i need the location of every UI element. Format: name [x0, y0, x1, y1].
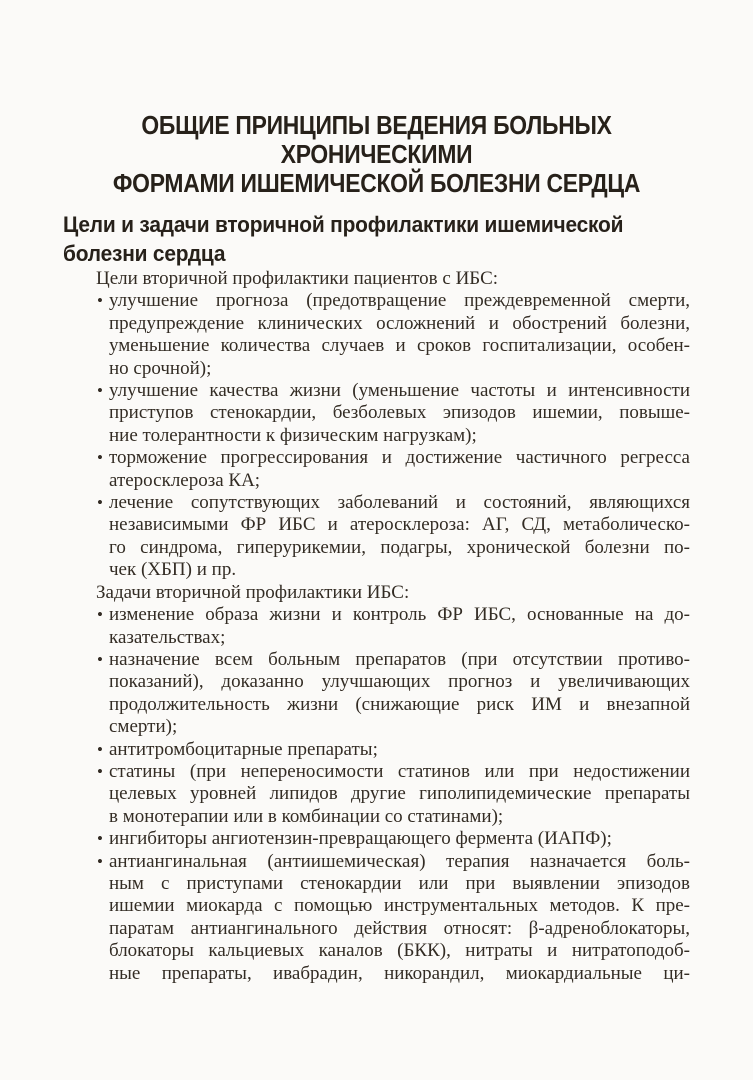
text-line: ишемии миокарда с помощью инструментальных методов. К пре-: [109, 895, 690, 917]
text-line: ингибиторы ангиотензин-превращающего фермента (ИАПФ);: [109, 828, 612, 850]
bullet-icon: •: [97, 739, 103, 759]
bullet-icon: •: [97, 381, 103, 401]
text-line: ние толерантности к физическим нагрузкам);: [109, 424, 477, 446]
text-line: целевых уровней липидов другие гиполипидемические препараты: [109, 783, 690, 805]
bullet-item: [63, 851, 690, 985]
text-line: улучшение прогноза (предотвращение преждевременной смерти,: [109, 290, 690, 312]
bullet-item: [63, 492, 690, 582]
text-line: приступов стенокардии, безболевых эпизодов ишемии, повыше-: [109, 402, 690, 424]
text-line: ным с приступами стенокардии или при выявлении эпизодов: [109, 872, 690, 894]
text-line: ные препараты, ивабрадин, никорандил, миокардиальные ци-: [109, 962, 690, 984]
bullet-icon: •: [97, 829, 103, 849]
bullet-icon: •: [97, 605, 103, 625]
text-line: продолжительность жизни (снижающие риск ИМ и внезапной: [109, 693, 690, 715]
text-line: атеросклероза КА;: [109, 469, 261, 491]
text-line: независимыми ФР ИБС и атеросклероза: АГ, СД, метаболическо-: [109, 514, 690, 536]
bullet-item: [63, 290, 690, 380]
text-line: паратам антиангинального действия относят: β-адреноблокаторы,: [109, 917, 690, 939]
bullet-item: [63, 761, 690, 828]
bullet-icon: •: [97, 649, 103, 669]
bullet-icon: •: [97, 851, 103, 871]
text-line: предупреждение клинических осложнений и обострений болезни,: [109, 312, 690, 334]
text-line: казательствах;: [109, 626, 226, 648]
text-line: антитромбоцитарные препараты;: [109, 738, 378, 760]
paragraph: [63, 268, 690, 290]
bullet-icon: •: [97, 291, 103, 311]
page-title: [45, 111, 708, 198]
text-line: лечение сопутствующих заболеваний и состояний, являющихся: [109, 492, 690, 514]
bullet-icon: •: [97, 761, 103, 781]
text-line: улучшение качества жизни (уменьшение частоты и интенсивности: [109, 380, 690, 402]
bullet-icon: •: [97, 448, 103, 468]
text-line: торможение прогрессирования и достижение частичного регресса: [109, 447, 690, 469]
text-line: в монотерапии или в комбинации со статинами);: [109, 805, 504, 827]
page-title-line: ФОРМАМИ ИШЕМИЧЕСКОЙ БОЛЕЗНИ СЕРДЦА: [112, 168, 641, 198]
text-line: уменьшение количества случаев и сроков госпитализации, особен-: [109, 335, 690, 357]
text-line: антиангинальная (антиишемическая) терапия назначается боль-: [109, 850, 690, 872]
bullet-item: [63, 380, 690, 447]
text-line: показаний), доказанно улучшающих прогноз и увеличивающих: [109, 671, 690, 693]
section-heading: [63, 210, 690, 268]
page-title-line: ОБЩИЕ ПРИНЦИПЫ ВЕДЕНИЯ БОЛЬНЫХ ХРОНИЧЕСКИМИ: [141, 110, 612, 169]
bullet-item: [63, 447, 690, 492]
bullet-item: [63, 649, 690, 739]
body-text: [63, 268, 690, 985]
text-line: чек (ХБП) и пр.: [109, 559, 237, 581]
text-line: Цели вторичной профилактики пациентов с ИБС:: [96, 268, 499, 289]
bullet-item: [63, 739, 690, 761]
text-line: но срочной);: [109, 357, 212, 379]
text-line: назначение всем больным препаратов (при отсутствии противо-: [109, 648, 690, 670]
text-line: Задачи вторичной профилактики ИБС:: [96, 581, 410, 603]
text-line: блокаторы кальциевых каналов (БКК), нитраты и нитратоподоб-: [109, 940, 690, 962]
text-line: смерти);: [109, 716, 178, 738]
section-heading-line: болезни сердца: [63, 241, 226, 266]
bullet-icon: •: [97, 493, 103, 513]
paragraph: [63, 582, 690, 604]
text-line: статины (при непереносимости статинов или при недостижении: [109, 760, 690, 782]
bullet-item: [63, 828, 690, 850]
section-heading-line: Цели и задачи вторичной профилактики ишемической: [63, 212, 624, 237]
text-line: го синдрома, гиперурикемии, подагры, хронической болезни по-: [109, 536, 690, 558]
bullet-item: [63, 604, 690, 649]
text-line: изменение образа жизни и контроль ФР ИБС, основанные на до-: [109, 604, 690, 626]
